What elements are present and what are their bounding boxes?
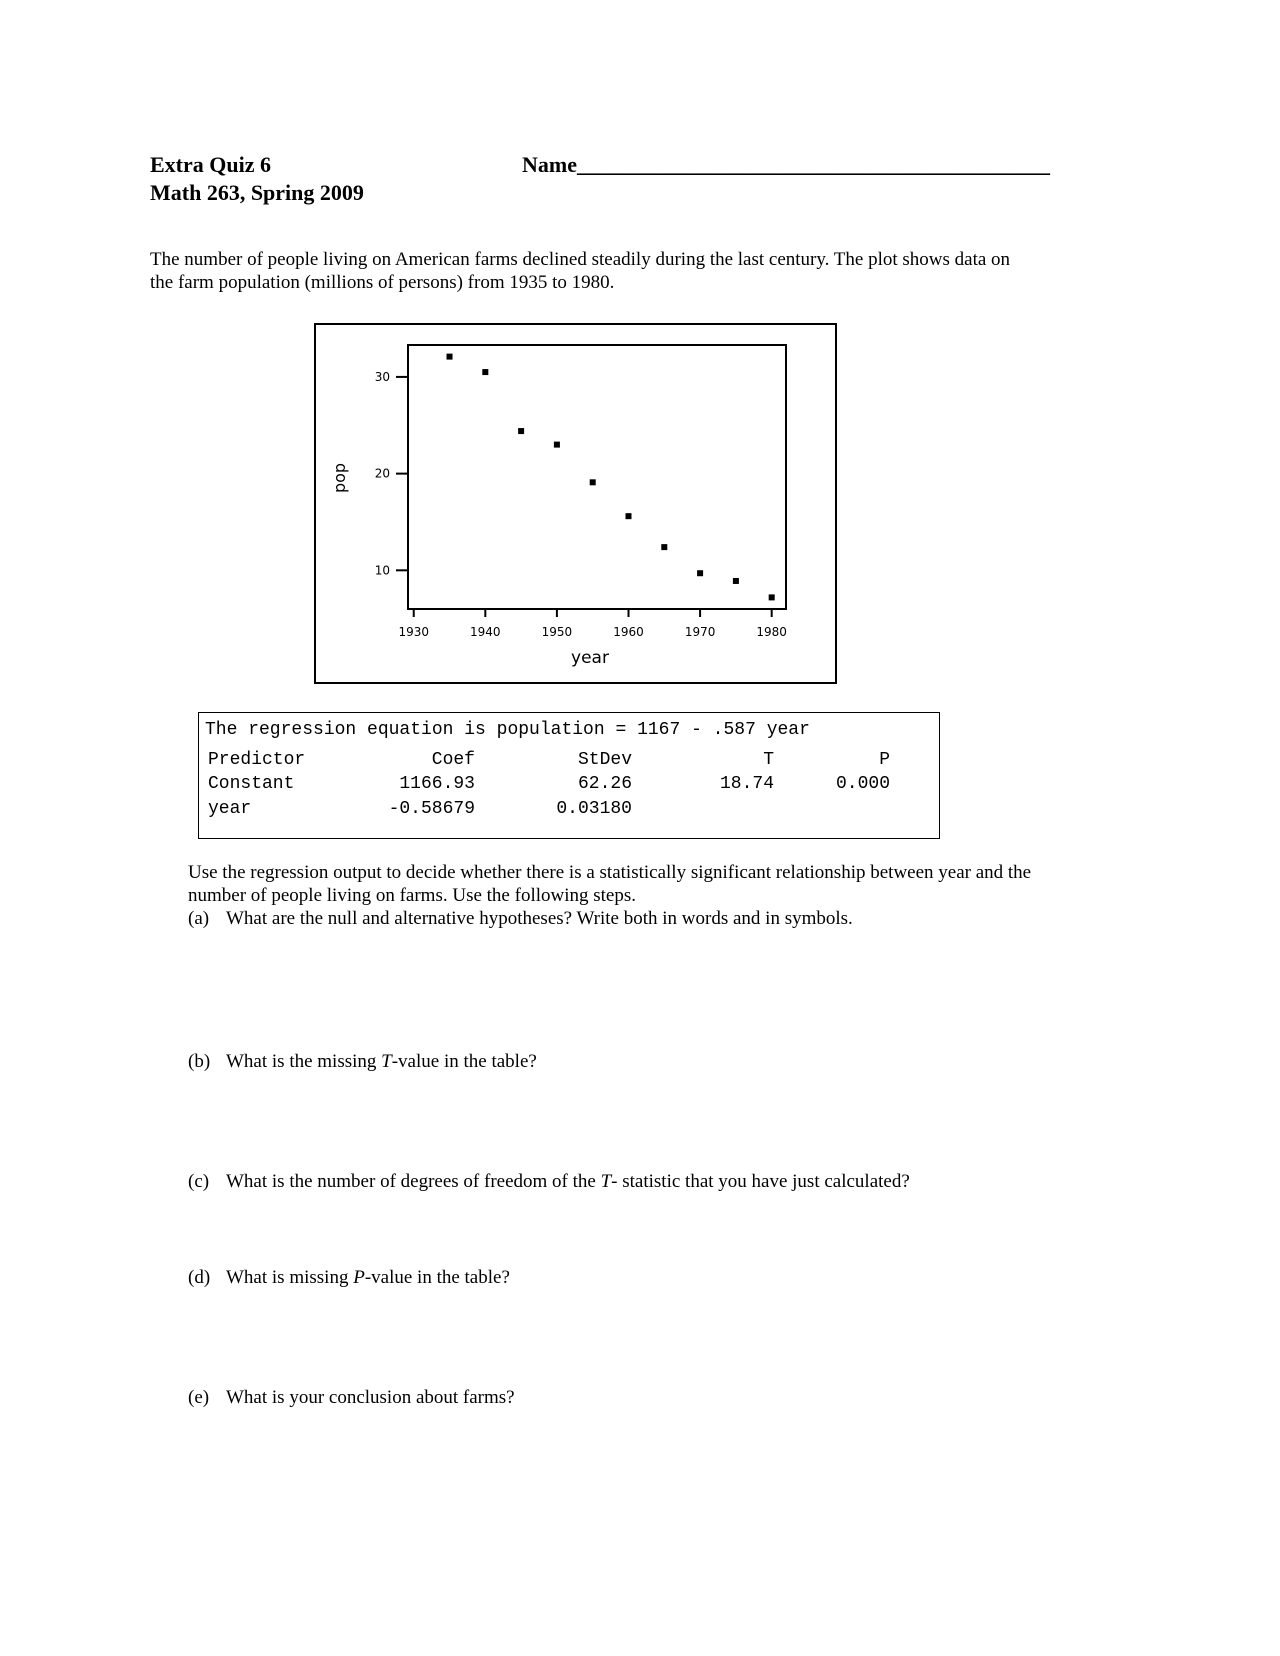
x-axis-label: year — [571, 648, 609, 668]
regression-equation: The regression equation is population = 1167 - .587 year — [205, 720, 810, 740]
intro-line-2: the farm population (millions of persons) from 1935 to 1980. — [150, 272, 615, 293]
table-cell-year-stdev: 0.03180 — [556, 799, 632, 819]
table-cell-constant: Constant — [208, 774, 295, 794]
data-point — [626, 513, 632, 519]
question-c-symbol: T — [600, 1171, 612, 1192]
question-e-label: (e) — [188, 1387, 210, 1408]
instructions-line-1: Use the regression output to decide whether there is a statistically significant relationship between year and the — [188, 862, 1032, 883]
table-header-stdev: StDev — [577, 750, 632, 770]
question-b-text-post: -value in the table? — [391, 1051, 537, 1072]
course-line: Math 263, Spring 2009 — [150, 180, 364, 205]
question-d-text-post: -value in the table? — [364, 1267, 510, 1288]
x-tick-label: 1960 — [613, 625, 644, 639]
data-point — [554, 442, 560, 448]
question-b-text-pre: What is the missing — [226, 1051, 382, 1072]
x-tick-label: 1970 — [684, 625, 716, 639]
question-d-label: (d) — [188, 1267, 211, 1288]
data-point — [518, 428, 524, 434]
question-e-text: What is your conclusion about farms? — [226, 1387, 515, 1408]
question-b-label: (b) — [188, 1051, 211, 1072]
data-point — [769, 594, 775, 600]
question-e — [188, 1386, 515, 1409]
name-blank: ___________________________________________ — [576, 152, 1050, 177]
quiz-title: Extra Quiz 6 — [150, 152, 271, 177]
intro-line-1: The number of people living on American farms declined steadily during the last century. The plot shows data on — [150, 249, 1011, 270]
question-a-label: (a) — [188, 908, 210, 929]
x-tick-label: 1980 — [756, 625, 787, 639]
table-header-t: T — [763, 750, 774, 770]
question-d-text-pre: What is missing — [226, 1267, 354, 1288]
x-tick-label: 1940 — [470, 625, 501, 639]
question-b — [188, 1050, 537, 1073]
instructions-line-2: number of people living on farms. Use the following steps. — [188, 885, 637, 906]
table-cell-constant-stdev: 62.26 — [577, 774, 632, 794]
table-cell-constant-p: 0.000 — [835, 774, 890, 794]
table-cell-constant-t: 18.74 — [719, 774, 774, 794]
data-point — [661, 544, 667, 550]
question-b-symbol: T — [381, 1051, 392, 1072]
y-tick-label: 10 — [374, 563, 390, 578]
question-c — [188, 1170, 910, 1193]
data-point — [447, 354, 453, 360]
table-header-p: P — [879, 750, 890, 770]
question-c-label: (c) — [188, 1171, 210, 1192]
table-cell-year-coef: -0.58679 — [388, 799, 475, 819]
question-d — [188, 1266, 510, 1289]
y-axis-label: pop — [330, 462, 349, 494]
data-point — [733, 578, 739, 584]
y-tick-label: 30 — [374, 369, 390, 384]
question-a — [188, 907, 853, 930]
table-header-predictor: Predictor — [208, 750, 306, 770]
question-a-text: What are the null and alternative hypotheses? Write both in words and in symbols. — [226, 908, 853, 929]
data-point — [697, 570, 703, 576]
data-point — [590, 479, 596, 485]
table-cell-year: year — [208, 799, 252, 819]
table-cell-constant-coef: 1166.93 — [399, 774, 475, 794]
question-c-text-post: - statistic that you have just calculated? — [611, 1171, 910, 1192]
y-tick-label: 20 — [374, 466, 390, 481]
name-label: Name — [522, 152, 577, 177]
table-header-coef: Coef — [431, 750, 475, 770]
x-tick-label: 1930 — [398, 625, 430, 639]
data-point — [482, 369, 488, 375]
question-d-symbol: P — [353, 1267, 365, 1288]
plot-area — [408, 345, 786, 609]
x-tick-label: 1950 — [541, 625, 573, 639]
question-c-text-pre: What is the number of degrees of freedom of the — [226, 1171, 601, 1192]
